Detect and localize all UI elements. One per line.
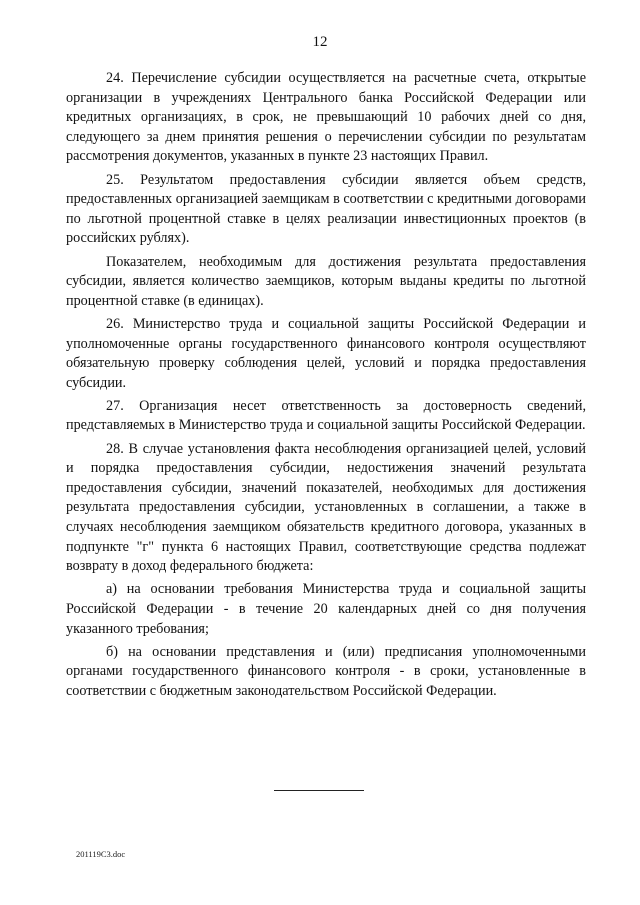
paragraph-27: 27. Организация несет ответственность за достоверность сведений, представляемых в Министерство труда и социальной защиты Российской Федерации. (66, 397, 586, 434)
document-body (66, 69, 586, 705)
paragraph-25: 25. Результатом предоставления субсидии является объем средств, предоставленных организацией заемщикам в соответствии с кредитными договорами по льготной процентной ставке в целях реализации инвестиционных проектов (в российских рублях). (66, 171, 586, 247)
paragraph-28-subpoint-a: а) на основании требования Министерства труда и социальной защиты Российской Федерации - в течение 20 календарных дней со дня получения указанного требования; (66, 581, 586, 637)
paragraph-28: 28. В случае установления факта несоблюдения организацией целей, условий и порядка предоставления субсидии, недостижения значений результата предоставления субсидии, значений показателей, необходимых для достижения результата предоставления субсидии, установленных в соглашении, а также в случаях несоблюдения заемщиком обязательств кредитного договора, указанных в подпункте "г" пункта 6 настоящих Правил, соответствующие средства подлежат возврату в доход федерального бюджета: (66, 440, 586, 575)
paragraph-24: 24. Перечисление субсидии осуществляется на расчетные счета, открытые организации в учреждениях Центрального банка Российской Федерации или кредитных организациях, в срок, не превышающий 10 рабочих дней со дня, следующего за днем принятия решения о перечислении субсидии по результатам рассмотрения документов, указанных в пункте 23 настоящих Правил. (66, 70, 586, 165)
page-number: 12 (312, 34, 328, 50)
paragraph-28-subpoint-b: б) на основании представления и (или) предписания уполномоченными органами государственного финансового контроля - в сроки, установленные в соответствии с бюджетным законодательством Российской Федерации. (66, 643, 586, 699)
paragraph-25-indicator: Показателем, необходимым для достижения результата предоставления субсидии, является количество заемщиков, которым выданы кредиты по льготной процентной ставке (в единицах). (66, 253, 586, 309)
paragraph-26: 26. Министерство труда и социальной защиты Российской Федерации и уполномоченные органы государственного финансового контроля осуществляют обязательную проверку соблюдения целей, условий и порядка предоставления субсидии. (66, 315, 586, 391)
footer-filename: 201119C3.doc (76, 849, 126, 859)
end-separator-line (274, 790, 364, 791)
